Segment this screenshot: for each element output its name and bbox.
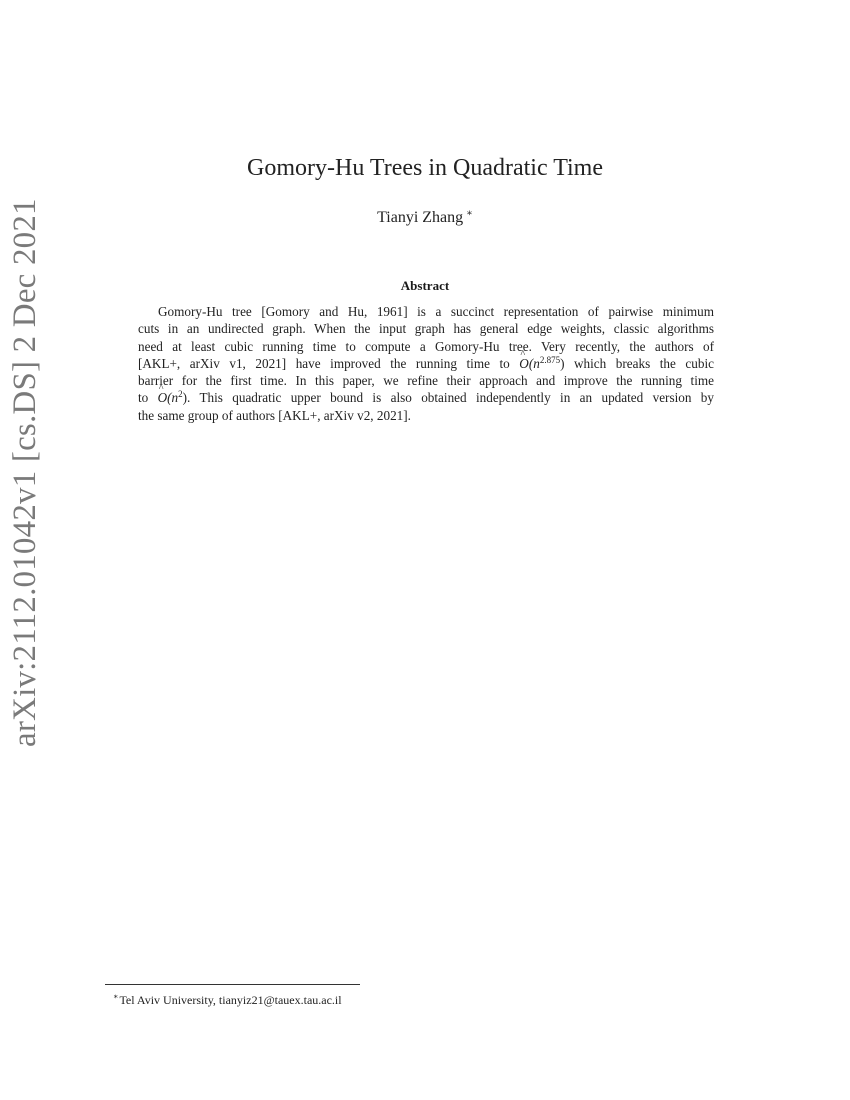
soft-o-math: ^ O(n bbox=[158, 389, 179, 406]
footnote-text: Tel Aviv University, tianyiz21@tauex.tau.ac.il bbox=[119, 993, 342, 1007]
abstract-line-3: need at least cubic running time to compute a Gomory-Hu tree. Very recently, the authors of bbox=[138, 338, 714, 354]
abstract-line-4 bbox=[138, 355, 714, 372]
abstract-line-4-text: [AKL+, arXiv v1, 2021] have improved the running time to bbox=[138, 355, 520, 371]
abstract-heading: Abstract bbox=[400, 278, 450, 293]
footnote bbox=[113, 989, 342, 1008]
abstract-line-7: the same group of authors [AKL+, arXiv v2, 2021]. bbox=[138, 407, 411, 423]
footnote-mark: ∗ bbox=[113, 992, 119, 1001]
footnote-rule bbox=[105, 984, 360, 985]
abstract-body bbox=[138, 303, 714, 424]
abstract-line-6 bbox=[138, 389, 714, 406]
abstract-line-5: barrier for the first time. In this paper, we refine their approach and improve the running time bbox=[138, 373, 714, 389]
abstract-line-6-text: to bbox=[138, 390, 158, 406]
abstract-line-4-tail: ) which breaks the cubic bbox=[560, 355, 714, 371]
exponent: 2.875 bbox=[539, 354, 561, 365]
arxiv-identifier-stamp: arXiv:2112.01042v1 [cs.DS] 2 Dec 2021 bbox=[7, 198, 43, 747]
exponent: 2 bbox=[178, 389, 183, 400]
paper-title: Gomory-Hu Trees in Quadratic Time bbox=[247, 155, 603, 181]
author-line bbox=[0, 203, 850, 229]
abstract-line-1: Gomory-Hu tree [Gomory and Hu, 1961] is a succinct representation of pairwise minimum bbox=[158, 304, 714, 319]
author-name: Tianyi Zhang bbox=[377, 209, 464, 226]
author-footnote-mark: ∗ bbox=[466, 208, 473, 219]
abstract-line-6-tail: ). This quadratic upper bound is also obtained independently in an updated version by bbox=[182, 390, 714, 406]
soft-o-math: ^ O(n bbox=[519, 355, 540, 372]
abstract-line-2: cuts in an undirected graph. When the input graph has general edge weights, classic algorithms bbox=[138, 321, 714, 337]
